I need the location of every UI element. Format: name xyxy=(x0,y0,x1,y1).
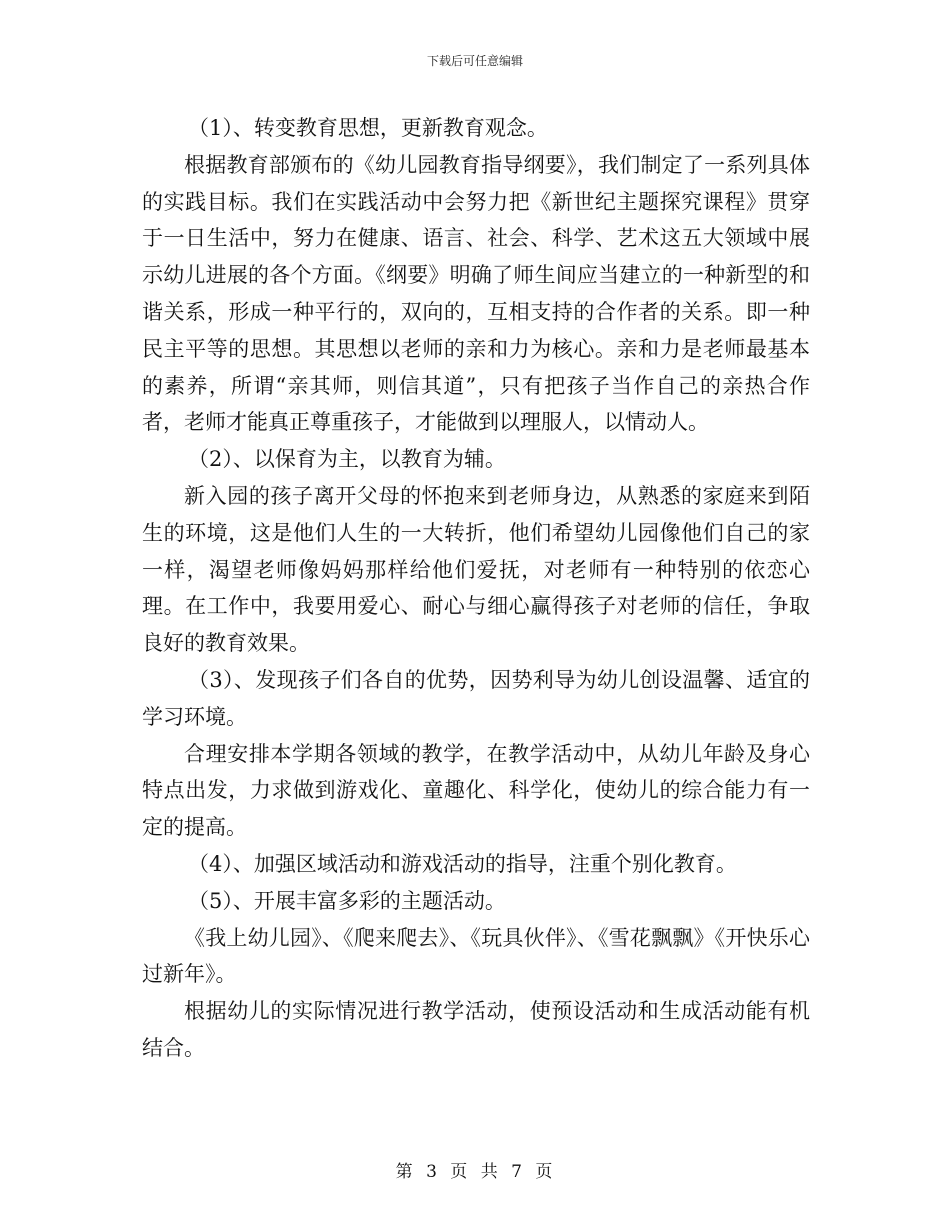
page-header: 下载后可任意编辑 xyxy=(426,54,523,68)
theme-list: 《我上幼儿园》、《爬来爬去》、《玩具伙伴》、《雪花飘飘》《开快乐心过新年》。 xyxy=(142,925,810,987)
page-footer: 第 3 页 共 7 页 xyxy=(395,1162,555,1182)
paragraph: 合理安排本学期各领域的教学，在教学活动中，从幼儿年龄及身心特点出发，力求做到游戏化、童趣化、科学化，使幼儿的综合能力有一定的提高。 xyxy=(142,741,810,840)
document-body xyxy=(142,110,810,1067)
paragraph: 根据教育部颁布的《幼儿园教育指导纲要》，我们制定了一系列具体的实践目标。我们在实践活动中会努力把《新世纪主题探究课程》贯穿于一日生活中，努力在健康、语言、社会、科学、艺术这五大领域中展示幼儿进展的各个方面。《纲要》明确了师生间应当建立的一种新型的和谐关系，形成一种平行的，双向的，互相支持的合作者的关系。即一种民主平等的思想。其思想以老师的亲和力为核心。亲和力是老师最基本的素养，所谓“亲其师，则信其道”，只有把孩子当作自己的亲热合作者，老师才能真正尊重孩子，才能做到以理服人，以情动人。 xyxy=(142,152,810,435)
section-heading-4: （4）、加强区域活动和游戏活动的指导，注重个别化教育。 xyxy=(188,851,737,876)
section-heading-2: （2）、以保育为主，以教育为辅。 xyxy=(188,447,506,472)
section-heading-5: （5）、开展丰富多彩的主题活动。 xyxy=(188,888,506,913)
section-heading-3: （3）、发现孩子们各自的优势，因势利导为幼儿创设温馨、适宜的学习环境。 xyxy=(142,667,810,729)
section-heading-1: （1）、转变教育思想，更新教育观念。 xyxy=(188,116,548,140)
paragraph: 根据幼儿的实际情况进行教学活动，使预设活动和生成活动能有机结合。 xyxy=(142,999,810,1060)
paragraph: 新入园的孩子离开父母的怀抱来到老师身边，从熟悉的家庭来到陌生的环境，这是他们人生的一大转折，他们希望幼儿园像他们自己的家一样，渴望老师像妈妈那样给他们爱抚，对老师有一种特别的依恋心理。在工作中，我要用爱心、耐心与细心赢得孩子对老师的信任，争取良好的教育效果。 xyxy=(142,483,810,656)
